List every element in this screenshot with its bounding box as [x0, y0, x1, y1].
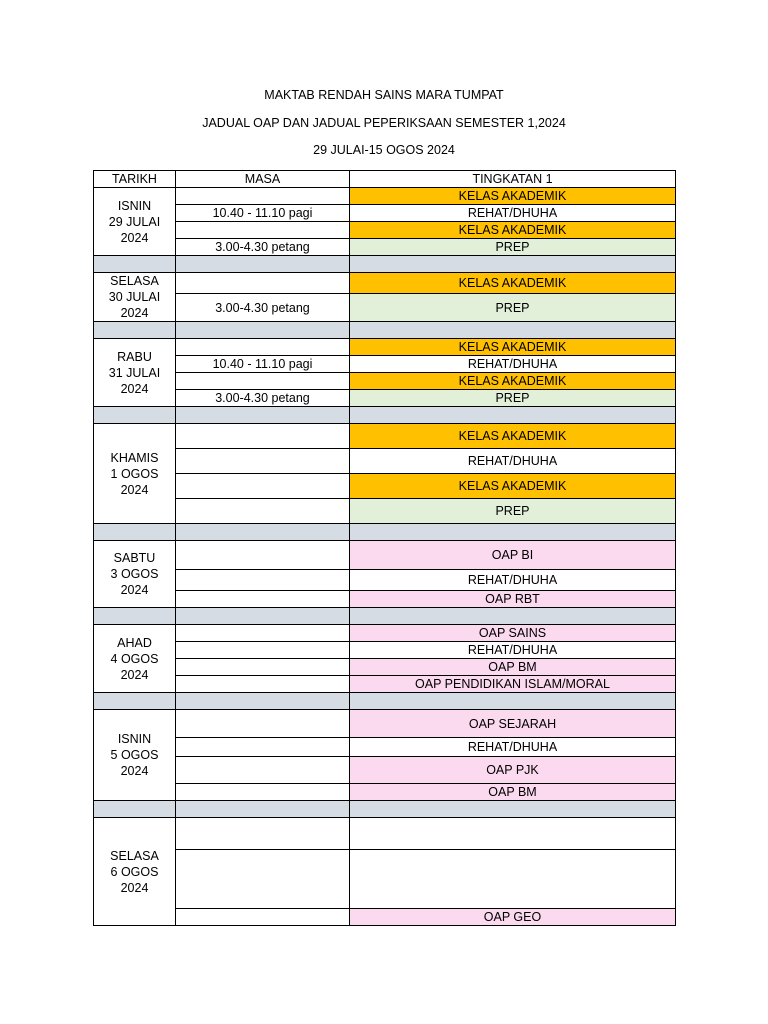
- date-cell: [94, 710, 176, 801]
- separator-cell: [94, 801, 176, 818]
- date-cell: [94, 188, 176, 256]
- activity-cell: OAP BM: [350, 784, 676, 801]
- separator-cell: [350, 322, 676, 339]
- date-date: 5 OGOS: [110, 748, 159, 762]
- separator-row: [94, 693, 676, 710]
- time-cell: [176, 659, 350, 676]
- date-day: SABTU: [113, 551, 156, 565]
- separator-cell: [94, 322, 176, 339]
- separator-cell: [350, 608, 676, 625]
- separator-cell: [94, 693, 176, 710]
- activity-cell: OAP PENDIDIKAN ISLAM/MORAL: [350, 676, 676, 693]
- separator-cell: [94, 524, 176, 541]
- schedule-row: [94, 205, 676, 222]
- separator-cell: [350, 256, 676, 273]
- activity-cell: REHAT/DHUHA: [350, 738, 676, 757]
- schedule-row: [94, 222, 676, 239]
- schedule-row: [94, 356, 676, 373]
- column-header-masa: MASA: [176, 171, 350, 188]
- activity-cell: REHAT/DHUHA: [350, 356, 676, 373]
- date-cell: [94, 424, 176, 524]
- time-cell: [176, 339, 350, 356]
- activity-cell: [350, 818, 676, 850]
- separator-cell: [350, 801, 676, 818]
- date-year: 2024: [120, 381, 149, 396]
- schedule-row: [94, 625, 676, 642]
- date-date: 4 OGOS: [110, 651, 159, 666]
- separator-cell: [176, 407, 350, 424]
- time-cell: 3.00-4.30 petang: [176, 294, 350, 322]
- date-cell: [94, 339, 176, 407]
- schedule-row: [94, 738, 676, 757]
- time-cell: [176, 449, 350, 474]
- separator-row: [94, 801, 676, 818]
- schedule-row: [94, 659, 676, 676]
- date-cell: [94, 625, 176, 693]
- activity-cell: KELAS AKADEMIK: [350, 222, 676, 239]
- time-cell: [176, 373, 350, 390]
- date-day: SELASA: [110, 848, 159, 863]
- activity-cell: PREP: [350, 390, 676, 407]
- separator-row: [94, 608, 676, 625]
- activity-cell: KELAS AKADEMIK: [350, 273, 676, 294]
- date-year: 2024: [120, 306, 149, 320]
- time-cell: [176, 850, 350, 909]
- time-cell: 3.00-4.30 petang: [176, 390, 350, 407]
- separator-row: [94, 256, 676, 273]
- date-range: 29 JULAI-15 OGOS 2024: [313, 143, 455, 157]
- schedule-row: [94, 188, 676, 205]
- school-name: MAKTAB RENDAH SAINS MARA TUMPAT: [264, 88, 504, 102]
- activity-cell: KELAS AKADEMIK: [350, 188, 676, 205]
- date-day: ISNIN: [117, 732, 152, 746]
- date-date: 6 OGOS: [110, 864, 159, 879]
- activity-cell: REHAT/DHUHA: [350, 570, 676, 591]
- schedule-row: [94, 373, 676, 390]
- activity-cell: OAP SEJARAH: [350, 710, 676, 738]
- time-cell: [176, 676, 350, 693]
- time-cell: 3.00-4.30 petang: [176, 239, 350, 256]
- time-cell: [176, 738, 350, 757]
- time-cell: [176, 188, 350, 205]
- activity-cell: OAP SAINS: [350, 625, 676, 642]
- date-year: 2024: [120, 482, 149, 497]
- schedule-row: [94, 850, 676, 909]
- separator-row: [94, 407, 676, 424]
- time-cell: [176, 625, 350, 642]
- activity-cell: PREP: [350, 499, 676, 524]
- document-title: JADUAL OAP DAN JADUAL PEPERIKSAAN SEMESTER 1,2024: [202, 116, 566, 130]
- time-cell: [176, 474, 350, 499]
- date-year: 2024: [120, 583, 149, 597]
- schedule-row: [94, 239, 676, 256]
- schedule-table: [93, 170, 676, 926]
- date-year: 2024: [120, 880, 149, 895]
- activity-cell: KELAS AKADEMIK: [350, 373, 676, 390]
- schedule-row: [94, 339, 676, 356]
- activity-cell: REHAT/DHUHA: [350, 449, 676, 474]
- activity-cell: REHAT/DHUHA: [350, 205, 676, 222]
- time-cell: [176, 909, 350, 926]
- date-year: 2024: [120, 230, 149, 245]
- schedule-row: [94, 273, 676, 294]
- date-year: 2024: [120, 764, 149, 778]
- schedule-row: [94, 474, 676, 499]
- separator-cell: [176, 608, 350, 625]
- date-day: SELASA: [110, 274, 159, 288]
- separator-cell: [176, 801, 350, 818]
- column-header-tingkatan: TINGKATAN 1: [350, 171, 676, 188]
- activity-cell: OAP RBT: [350, 591, 676, 608]
- time-cell: [176, 757, 350, 784]
- header-row: [94, 171, 676, 188]
- date-cell: [94, 541, 176, 608]
- activity-cell: [350, 850, 676, 909]
- schedule-row: [94, 541, 676, 570]
- activity-cell: PREP: [350, 239, 676, 256]
- date-day: KHAMIS: [110, 450, 159, 465]
- schedule-row: [94, 757, 676, 784]
- activity-cell: KELAS AKADEMIK: [350, 424, 676, 449]
- time-cell: [176, 541, 350, 570]
- activity-cell: OAP PJK: [350, 757, 676, 784]
- time-cell: [176, 710, 350, 738]
- time-cell: [176, 273, 350, 294]
- time-cell: [176, 570, 350, 591]
- date-date: 29 JULAI: [108, 214, 161, 229]
- schedule-row: [94, 710, 676, 738]
- separator-row: [94, 322, 676, 339]
- activity-cell: KELAS AKADEMIK: [350, 474, 676, 499]
- schedule-row: [94, 818, 676, 850]
- date-day: ISNIN: [117, 198, 152, 213]
- separator-cell: [176, 256, 350, 273]
- schedule-row: [94, 909, 676, 926]
- time-cell: [176, 499, 350, 524]
- separator-cell: [350, 407, 676, 424]
- schedule-row: [94, 591, 676, 608]
- activity-cell: OAP GEO: [350, 909, 676, 926]
- separator-row: [94, 524, 676, 541]
- schedule-row: [94, 784, 676, 801]
- date-cell: [94, 273, 176, 322]
- activity-cell: REHAT/DHUHA: [350, 642, 676, 659]
- date-date: 3 OGOS: [110, 567, 159, 581]
- activity-cell: OAP BM: [350, 659, 676, 676]
- column-header-tarikh: TARIKH: [94, 171, 176, 188]
- date-cell: [94, 818, 176, 926]
- activity-cell: OAP BI: [350, 541, 676, 570]
- separator-cell: [176, 524, 350, 541]
- schedule-row: [94, 499, 676, 524]
- schedule-row: [94, 642, 676, 659]
- activity-cell: KELAS AKADEMIK: [350, 339, 676, 356]
- schedule-row: [94, 676, 676, 693]
- time-cell: 10.40 - 11.10 pagi: [176, 205, 350, 222]
- date-day: AHAD: [117, 635, 152, 650]
- date-day: RABU: [117, 349, 152, 364]
- time-cell: [176, 424, 350, 449]
- separator-cell: [94, 256, 176, 273]
- separator-cell: [350, 693, 676, 710]
- activity-cell: PREP: [350, 294, 676, 322]
- schedule-row: [94, 294, 676, 322]
- time-cell: [176, 784, 350, 801]
- separator-cell: [176, 322, 350, 339]
- time-cell: [176, 642, 350, 659]
- date-date: 31 JULAI: [108, 365, 161, 380]
- separator-cell: [176, 693, 350, 710]
- schedule-row: [94, 424, 676, 449]
- schedule-row: [94, 449, 676, 474]
- date-date: 1 OGOS: [110, 466, 159, 481]
- separator-cell: [94, 608, 176, 625]
- schedule-row: [94, 390, 676, 407]
- time-cell: [176, 591, 350, 608]
- date-date: 30 JULAI: [108, 290, 161, 304]
- separator-cell: [350, 524, 676, 541]
- schedule-body: [94, 188, 676, 926]
- date-year: 2024: [120, 667, 149, 682]
- schedule-row: [94, 570, 676, 591]
- time-cell: [176, 818, 350, 850]
- time-cell: [176, 222, 350, 239]
- separator-cell: [94, 407, 176, 424]
- time-cell: 10.40 - 11.10 pagi: [176, 356, 350, 373]
